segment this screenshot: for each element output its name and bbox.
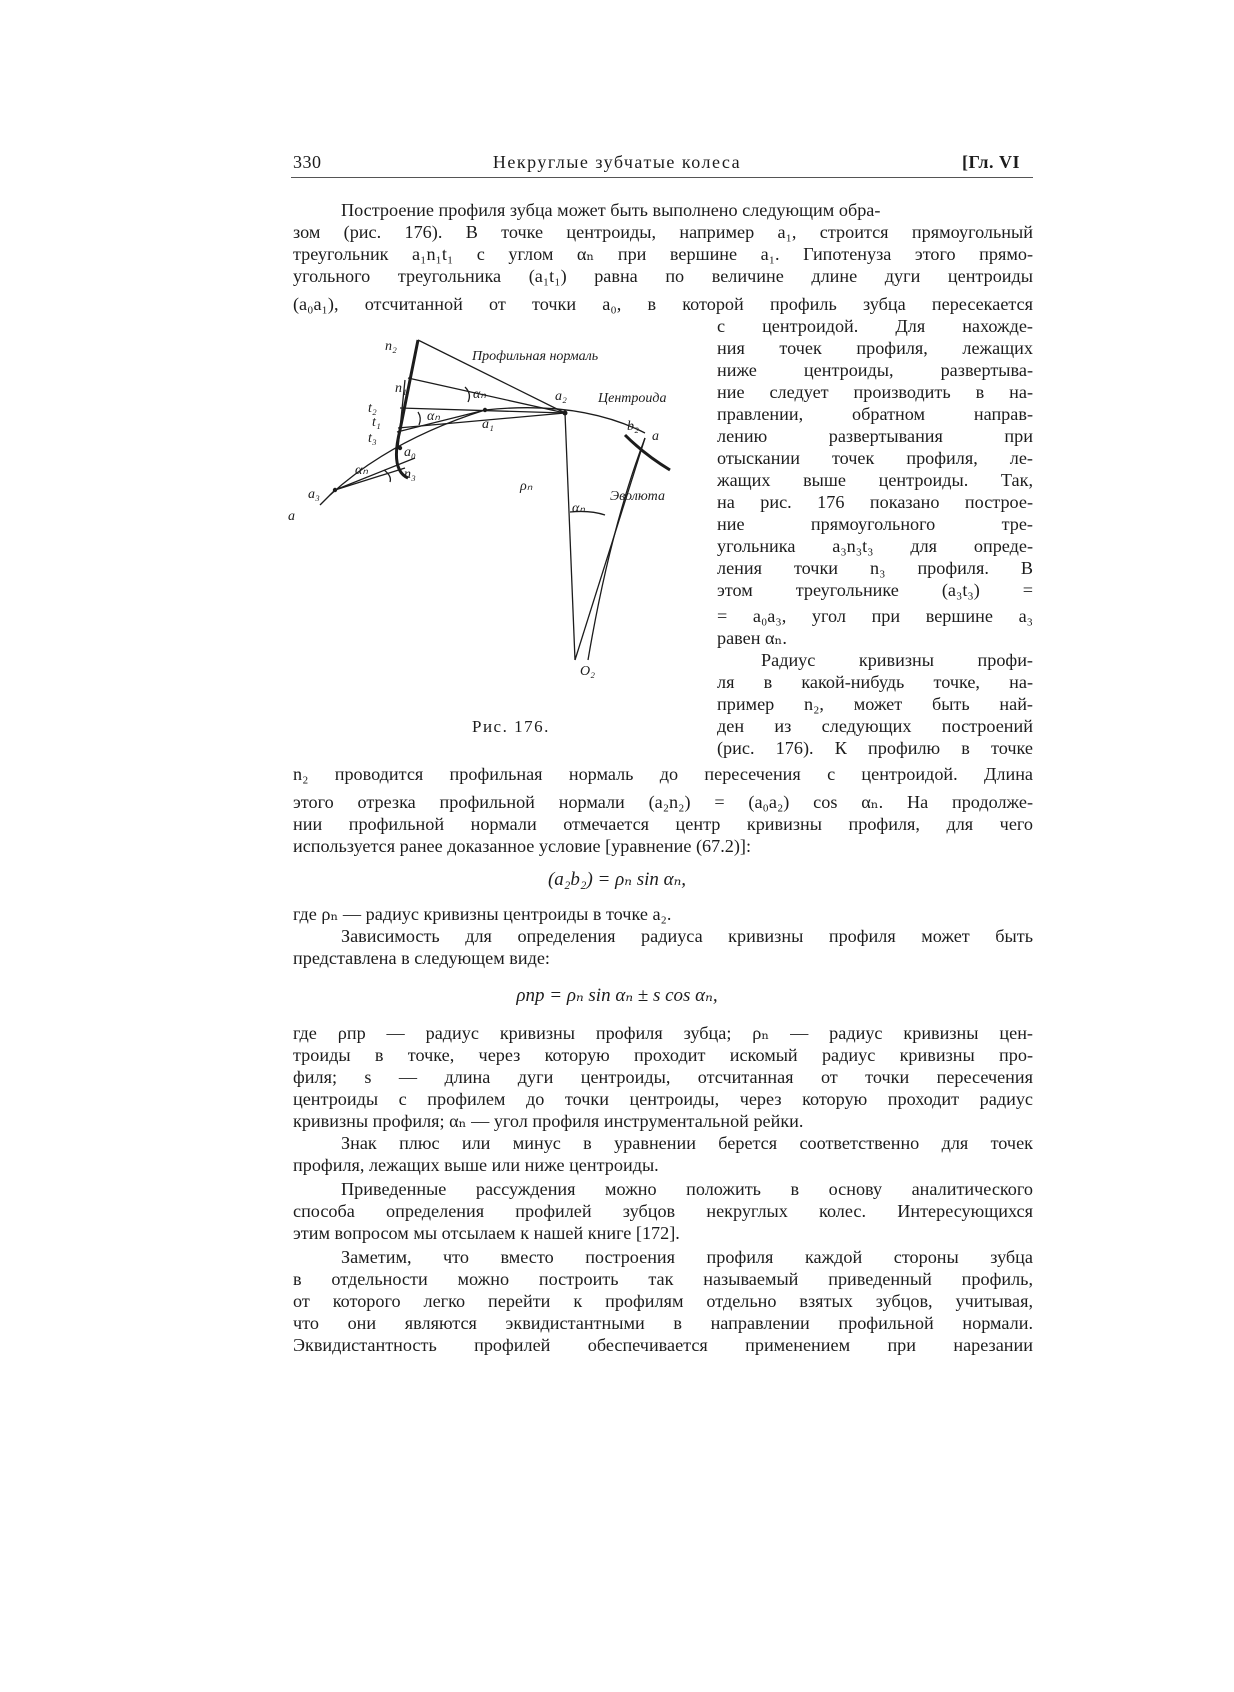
text-line: где ρₙ — радиус кривизны центроиды в точке a₂.	[293, 904, 672, 924]
label-rho: ρₙ	[520, 479, 533, 494]
text-line: филя; s — длина дуги центроиды, отсчитанная от точки пересечения	[293, 1067, 1033, 1087]
label-b2: b₂	[627, 419, 639, 434]
label-evolute: Эволюта	[610, 489, 665, 504]
label-n1: n₁	[395, 381, 407, 396]
column-line: равен αₙ.	[717, 628, 787, 648]
label-t2: t₂	[368, 401, 377, 416]
text-line: что они являются эквидистантными в направлении профильной нормали.	[293, 1313, 1033, 1333]
label-alpha: αₙ	[427, 409, 440, 424]
label-alpha: αₙ	[473, 387, 486, 402]
column-line: на рис. 176 показано построе-	[717, 492, 1033, 512]
column-line: = a₀a₃, угол при вершине a₃	[717, 606, 1033, 626]
profile-tail	[320, 490, 335, 505]
running-title: Некруглые зубчатые колеса	[492, 152, 742, 172]
label-a-right: a	[652, 429, 659, 444]
column-line: пример n₂, может быть най-	[717, 694, 1033, 714]
radius-line	[565, 413, 575, 660]
point-a0	[398, 446, 402, 450]
text-line: угольного треугольника (a₁t₁) равна по величине длине дуги центроиды	[293, 266, 1033, 286]
column-line: Радиус кривизны профи-	[761, 650, 1033, 670]
text-line: Приведенные рассуждения можно положить в основу аналитического	[341, 1179, 1033, 1199]
label-a1: a₁	[482, 417, 494, 432]
angle-arc	[418, 412, 420, 425]
text-line: кривизны профиля; αₙ — угол профиля инструментальной рейки.	[293, 1111, 804, 1131]
label-a2: a₂	[555, 389, 567, 404]
text-line: Зависимость для определения радиуса кривизны профиля может быть	[341, 926, 1033, 946]
text-line: Построение профиля зубца может быть выполнено следующим обра-	[341, 200, 881, 220]
label-alpha: αₙ	[572, 501, 585, 516]
figure-176-diagram	[288, 330, 700, 700]
column-line: ля в какой-нибудь точке, на-	[717, 672, 1033, 692]
figure-caption: Рис. 176.	[472, 717, 550, 736]
label-n3: n₃	[404, 467, 416, 482]
label-a0: a₀	[404, 445, 416, 460]
column-line: ние прямоугольного тре-	[717, 514, 1033, 534]
label-alpha: αₙ	[355, 463, 368, 478]
formula-1: (a₂b₂) = ρₙ sin αₙ,	[547, 869, 687, 890]
label-t3: t₃	[368, 431, 377, 446]
column-line: с центроидой. Для нахожде-	[717, 316, 1033, 336]
angle-arc	[384, 470, 390, 482]
text-line: способа определения профилей зубцов некруглых колес. Интересующихся	[293, 1201, 1033, 1221]
label-profile-normal: Профильная нормаль	[472, 349, 599, 364]
text-line: в отдельности можно построить так называемый приведенный профиль,	[293, 1269, 1033, 1289]
text-line: Знак плюс или минус в уравнении берется соответственно для точек	[341, 1133, 1033, 1153]
point-a1	[483, 408, 487, 412]
column-line: ден из следующих построений	[717, 716, 1033, 736]
label-o2: O₂	[580, 664, 595, 679]
column-line: этом треугольнике (a₃t₃) =	[717, 580, 1033, 600]
column-line: ниже центроиды, развертыва-	[717, 360, 1033, 380]
text-line: от которого легко перейти к профилям отдельно взятых зубцов, учитывая,	[293, 1291, 1033, 1311]
text-line: нии профильной нормали отмечается центр кривизны профиля, для чего	[293, 814, 1033, 834]
point-a3	[333, 488, 337, 492]
evolute-curve	[625, 435, 670, 470]
chapter-label: [Гл. VI	[962, 152, 1021, 172]
column-line: жащих выше центроиды. Так,	[717, 470, 1033, 490]
column-line: ние следует производить в на-	[717, 382, 1033, 402]
text-line: троиды в точке, через которую проходит искомый радиус кривизны про-	[293, 1045, 1033, 1065]
label-a3: a₃	[308, 487, 320, 502]
evolute-line	[588, 438, 645, 660]
text-line: треугольник a₁n₁t₁ с углом αₙ при вершине a₁. Гипотенуза этого прямо-	[293, 244, 1033, 264]
text-line: профиля, лежащих выше или ниже центроиды.	[293, 1155, 659, 1175]
construction-line	[408, 378, 565, 413]
text-line: зом (рис. 176). В точке центроиды, например a₁, строится прямоугольный	[293, 222, 1033, 242]
text-line: (a₀a₁), отсчитанной от точки a₀, в которой профиль зубца пересекается	[293, 294, 1033, 314]
label-centroid: Центроида	[598, 391, 667, 406]
text-line: Эквидистантность профилей обеспечивается применением при нарезании	[293, 1335, 1033, 1355]
column-line: угольника a₃n₃t₃ для опреде-	[717, 536, 1033, 556]
text-line: представлена в следующем виде:	[293, 948, 550, 968]
column-line: лению развертывания при	[717, 426, 1033, 446]
text-line: n₂ проводится профильная нормаль до пересечения с центроидой. Длина	[293, 764, 1033, 784]
text-line: где ρпр — радиус кривизны профиля зубца; ρₙ — радиус кривизны цен-	[293, 1023, 1033, 1043]
text-line: этого отрезка профильной нормали (a₂n₂) = (a₀a₂) cos αₙ. На продолже-	[293, 792, 1033, 812]
point-a2	[563, 411, 568, 416]
text-line: центроиды с профилем до точки центроиды, через которую проходит радиус	[293, 1089, 1033, 1109]
column-line: (рис. 176). К профилю в точке	[717, 738, 1033, 758]
formula-2: ρпр = ρₙ sin αₙ ± s cos αₙ,	[516, 985, 718, 1006]
column-line: ления точки n₃ профиля. В	[717, 558, 1033, 578]
column-line: ния точек профиля, лежащих	[717, 338, 1033, 358]
label-a-left: a	[288, 509, 295, 524]
construction-line	[335, 468, 405, 490]
text-line: Заметим, что вместо построения профиля каждой стороны зубца	[341, 1247, 1033, 1267]
radius-line	[575, 438, 645, 660]
text-line: этим вопросом мы отсылаем к нашей книге [172].	[293, 1223, 680, 1243]
label-n2: n₂	[385, 339, 397, 354]
column-line: отыскании точек профиля, ле-	[717, 448, 1033, 468]
column-line: правлении, обратном направ-	[717, 404, 1033, 424]
page-number: 330	[293, 152, 322, 172]
header-rule	[291, 177, 1033, 178]
text-line: используется ранее доказанное условие [уравнение (67.2)]:	[293, 836, 751, 856]
label-t1: t₁	[372, 415, 381, 430]
angle-arc	[465, 387, 469, 402]
